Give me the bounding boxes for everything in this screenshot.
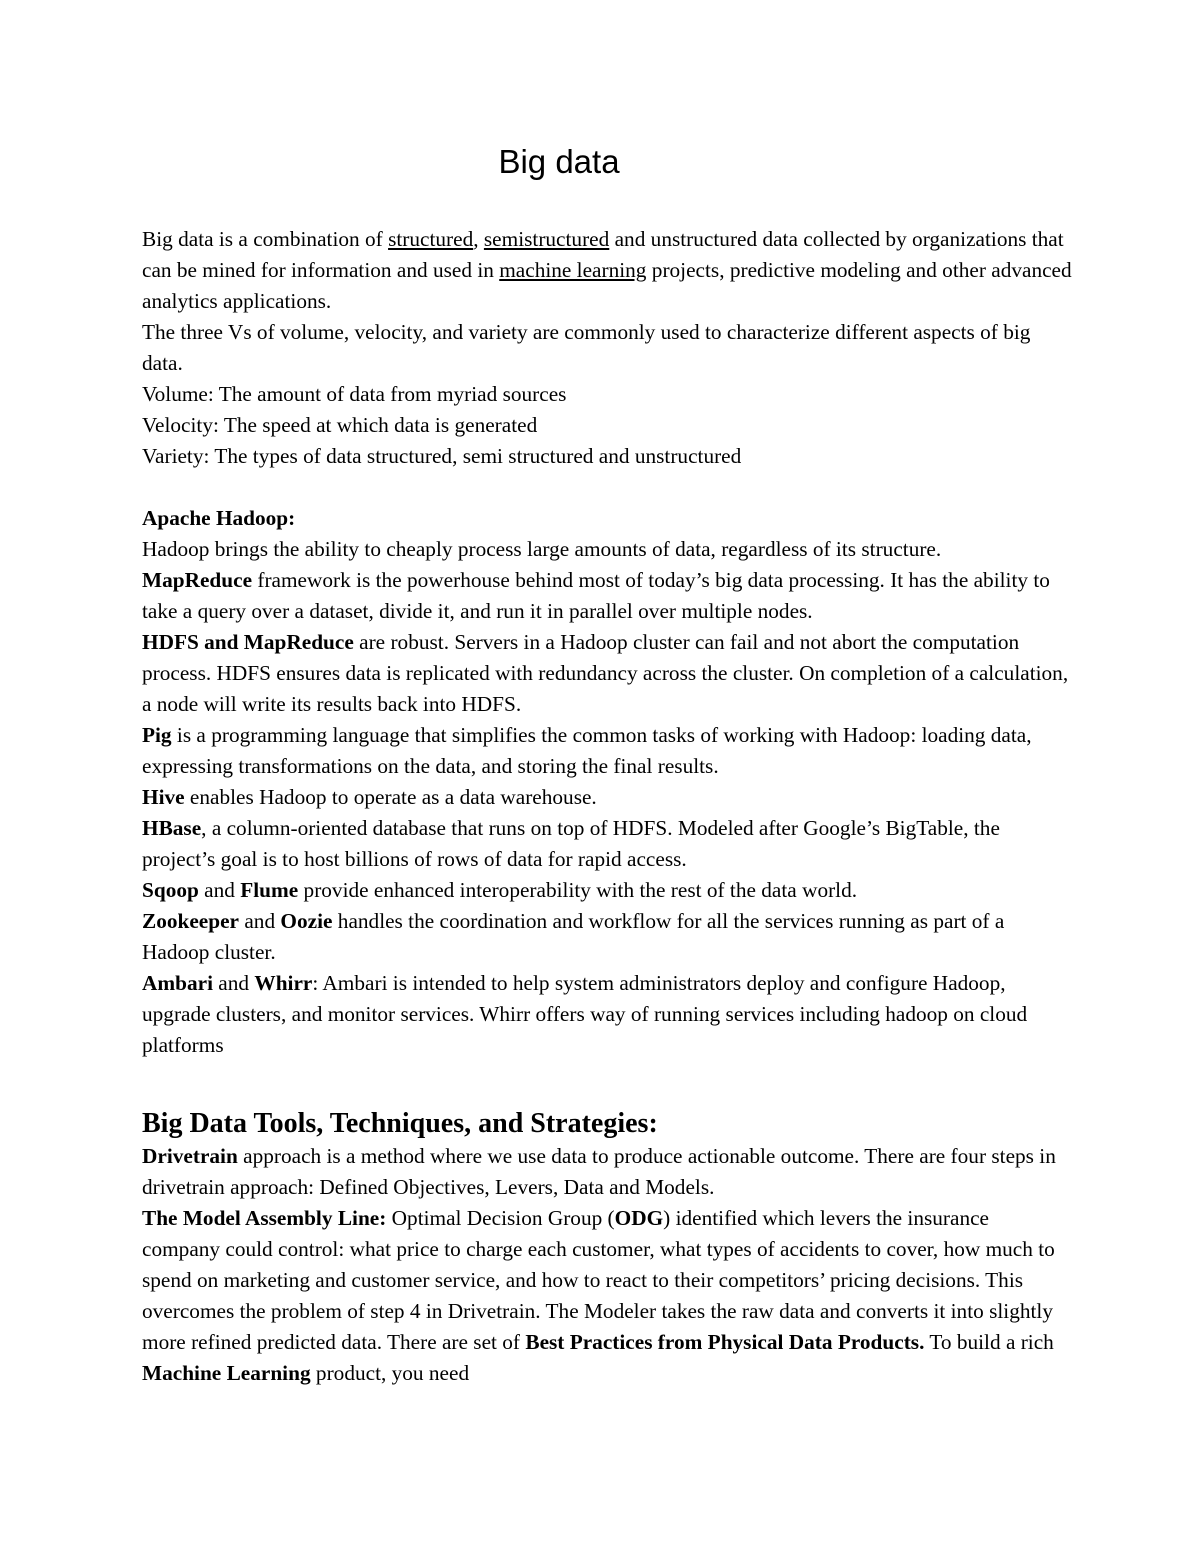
text-run: Optimal Decision Group ( [386,1206,615,1230]
text-run: framework is the powerhouse behind most of today’s big data processing. It has the ability to take a query over a dataset, divide it, and run it in parallel over multiple nodes. [142,568,1050,623]
hadoop-intro: Hadoop brings the ability to cheaply process large amounts of data, regardless of its structure. [142,537,942,561]
text-run: approach is a method where we use data to produce actionable outcome. There are four steps in drivetrain approach: Defined Objectives, Levers, Data and Models. [142,1144,1056,1199]
text-run: is a programming language that simplifies the common tasks of working with Hadoop: loading data, expressing transformations on the data, and storing the final results. [142,723,1032,778]
term-model-assembly-line: The Model Assembly Line: [142,1206,387,1230]
page-title: Big data [498,143,620,180]
text-run: projects, predictive modeling and other advanced analytics applications. [142,258,1072,313]
link-structured[interactable]: structured [388,227,474,251]
text-run: handles the coordination and workflow for all the services running as part of a Hadoop cluster. [142,909,1005,964]
term-best-practices: Best Practices from Physical Data Products. [525,1330,925,1354]
text-run: and unstructured data collected by organizations that can be mined for information and used in [142,227,1064,282]
text-run: Big data is a combination of [142,227,389,251]
hdfs-paragraph [142,627,1072,720]
link-machine-learning[interactable]: machine learning [499,258,647,282]
text-run: ) identified which levers the insurance company could control: what price to charge each customer, what types of accidents to cover, how much to spend on marketing and customer service, and how to react to their competitors’ pricing decisions. This overcomes the problem of step 4 in Drivetrain. The Modeler takes the raw data and converts it into slightly more refined predicted data. There are set of [142,1206,1055,1354]
text-run: product, you need [310,1361,470,1385]
term-flume: Flume [240,878,299,902]
term-whirr: Whirr [254,971,313,995]
term-hbase: HBase [142,816,202,840]
text-run: enables Hadoop to operate as a data warehouse. [184,785,597,809]
model-assembly-paragraph [142,1203,1072,1389]
text-run: and [212,971,255,995]
tools-heading: Big Data Tools, Techniques, and Strategies: [142,1108,658,1139]
intro-paragraph [142,224,1072,317]
text-run: and [198,878,241,902]
term-ambari: Ambari [142,971,213,995]
drivetrain-paragraph [142,1141,1072,1203]
text-run: are robust. Servers in a Hadoop cluster can fail and not abort the computation process. HDFS ensures data is replicated with redundancy across the cluster. On completion of a calculation, a node will write its results back into HDFS. [142,630,1069,716]
link-semistructured[interactable]: semistructured [483,227,610,251]
ambari-paragraph [142,968,1072,1061]
term-machine-learning: Machine Learning [142,1361,311,1385]
text-run: provide enhanced interoperability with the rest of the data world. [298,878,858,902]
three-vs-paragraph: The three Vs of volume, velocity, and variety are commonly used to characterize different aspects of big data. [142,320,1031,375]
term-sqoop: Sqoop [142,878,199,902]
text-run: To build a rich [924,1330,1054,1354]
mapreduce-paragraph [142,565,1072,627]
term-mapreduce: MapReduce [142,568,253,592]
sqoop-paragraph [142,875,1072,906]
term-pig: Pig [142,723,172,747]
hbase-paragraph [142,813,1072,875]
text-run: : Ambari is intended to help system administrators deploy and configure Hadoop, upgrade clusters, and monitor services. Whirr offers way of running services including hadoop on cloud platforms [142,971,1028,1057]
text-run: , [473,227,484,251]
term-hdfs: HDFS and MapReduce [142,630,354,654]
text-run: , a column-oriented database that runs on top of HDFS. Modeled after Google’s BigTable, the project’s goal is to host billions of rows of data for rapid access. [142,816,1000,871]
term-odg: ODG [614,1206,664,1230]
term-oozie: Oozie [280,909,333,933]
document-body [142,224,1072,1389]
term-drivetrain: Drivetrain [142,1144,238,1168]
term-hive: Hive [142,785,185,809]
velocity-line: Velocity: The speed at which data is generated [142,413,538,437]
hive-paragraph [142,782,1072,813]
hadoop-heading: Apache Hadoop: [142,506,296,530]
term-zookeeper: Zookeeper [142,909,240,933]
volume-line: Volume: The amount of data from myriad sources [142,382,567,406]
pig-paragraph [142,720,1072,782]
zookeeper-paragraph [142,906,1072,968]
variety-line: Variety: The types of data structured, semi structured and unstructured [142,444,742,468]
text-run: and [239,909,281,933]
